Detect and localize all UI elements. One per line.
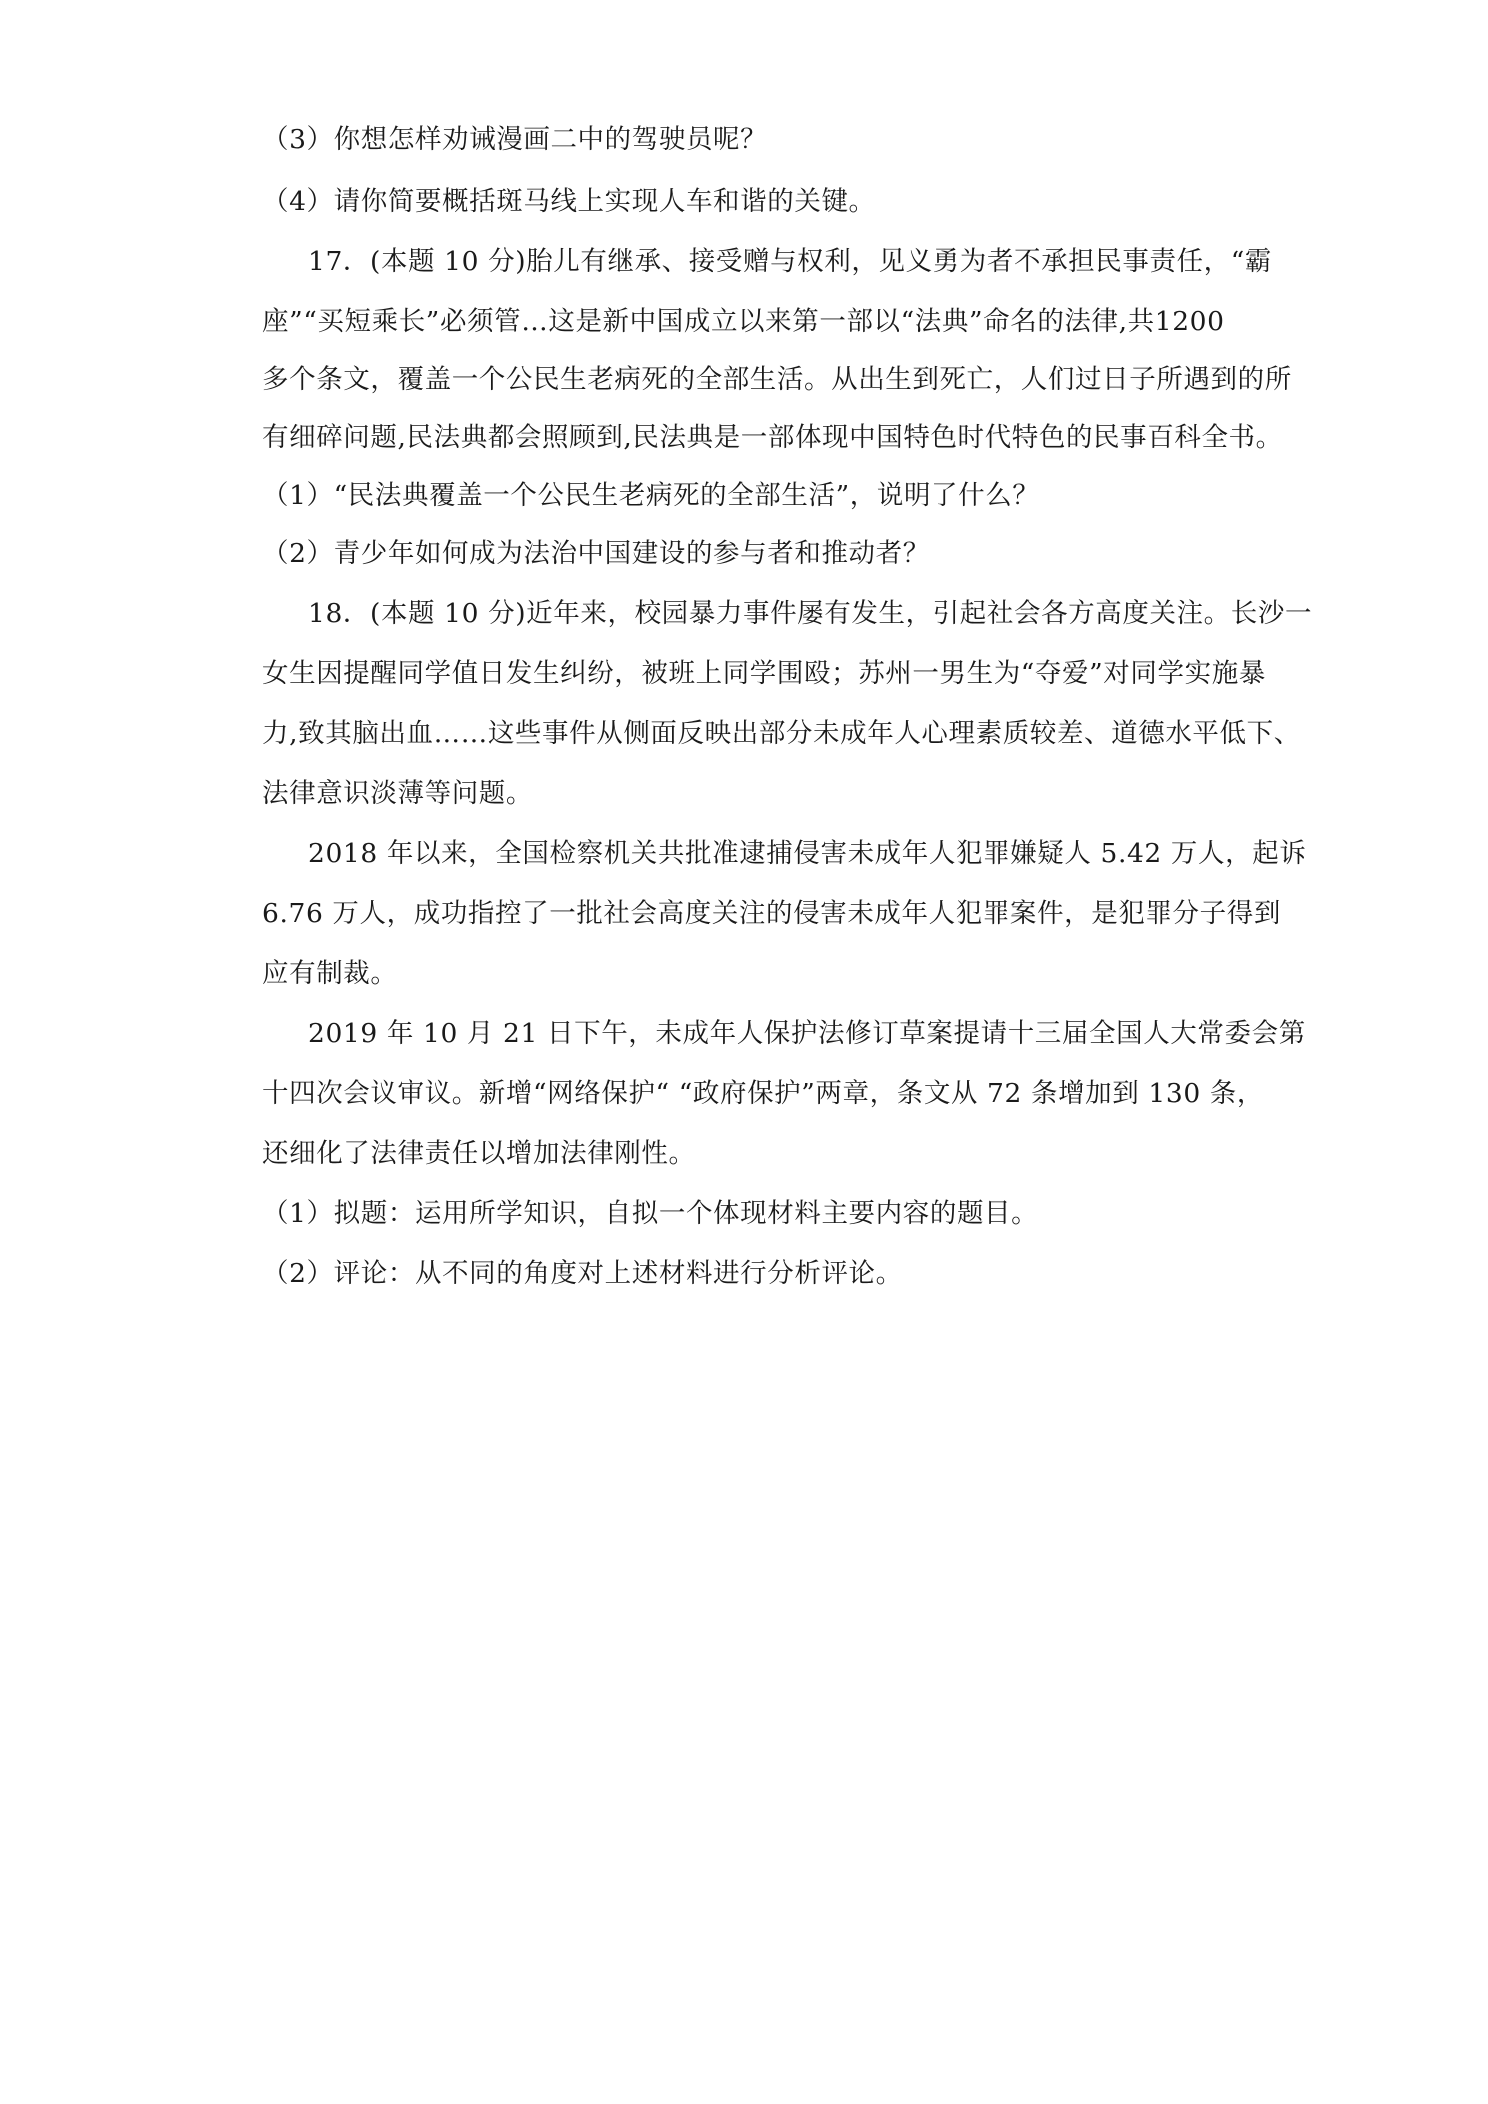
material-3-line-2: 十四次会议审议。新增“网络保护“ “政府保护”两章，条文从 72 条增加到 130 条， xyxy=(262,1078,1265,1109)
question-18-part-2: （2）评论：从不同的角度对上述材料进行分析评论。 xyxy=(262,1258,903,1289)
question-16-part-4: （4）请你简要概括斑马线上实现人车和谐的关键。 xyxy=(262,186,876,217)
question-17-part-2: （2）青少年如何成为法治中国建设的参与者和推动者？ xyxy=(262,538,930,569)
question-17-text-line-1: 17．(本题 10 分)胎儿有继承、接受赠与权利，见义勇为者不承担民事责任，“霸 xyxy=(308,246,1273,277)
question-18-text-line-2: 女生因提醒同学值日发生纠纷，被班上同学围殴；苏州一男生为“夺爱”对同学实施暴 xyxy=(262,658,1266,689)
question-17-text-line-2: 座”“买短乘长”必须管…这是新中国成立以来第一部以“法典”命名的法律,共1200 xyxy=(262,306,1225,337)
material-2-line-1: 2018 年以来，全国检察机关共批准逮捕侵害未成年人犯罪嫌疑人 5.42 万人，起诉 xyxy=(308,838,1307,869)
question-18-part-1: （1）拟题：运用所学知识，自拟一个体现材料主要内容的题目。 xyxy=(262,1198,1039,1229)
question-18-text-line-4: 法律意识淡薄等问题。 xyxy=(262,778,533,809)
material-3-line-1: 2019 年 10 月 21 日下午，未成年人保护法修订草案提请十三届全国人大常委会第 xyxy=(308,1018,1306,1049)
question-18-text-line-3: 力,致其脑出血……这些事件从侧面反映出部分未成年人心理素质较差、道德水平低下、 xyxy=(262,718,1301,749)
question-16-part-3: （3）你想怎样劝诫漫画二中的驾驶员呢？ xyxy=(262,124,768,155)
question-18-text-line-1: 18．(本题 10 分)近年来，校园暴力事件屡有发生，引起社会各方高度关注。长沙一 xyxy=(308,598,1313,629)
material-2-line-2: 6.76 万人，成功指控了一批社会高度关注的侵害未成年人犯罪案件，是犯罪分子得到 xyxy=(262,898,1281,929)
material-2-line-3: 应有制裁。 xyxy=(262,958,398,989)
question-17-part-1: （1）“民法典覆盖一个公民生老病死的全部生活”，说明了什么？ xyxy=(262,480,1040,511)
question-17-text-line-4: 有细碎问题,民法典都会照顾到,民法典是一部体现中国特色时代特色的民事百科全书。 xyxy=(262,422,1283,453)
material-3-line-3: 还细化了法律责任以增加法律刚性。 xyxy=(262,1138,696,1169)
question-17-text-line-3: 多个条文，覆盖一个公民生老病死的全部生活。从出生到死亡，人们过日子所遇到的所 xyxy=(262,364,1292,395)
